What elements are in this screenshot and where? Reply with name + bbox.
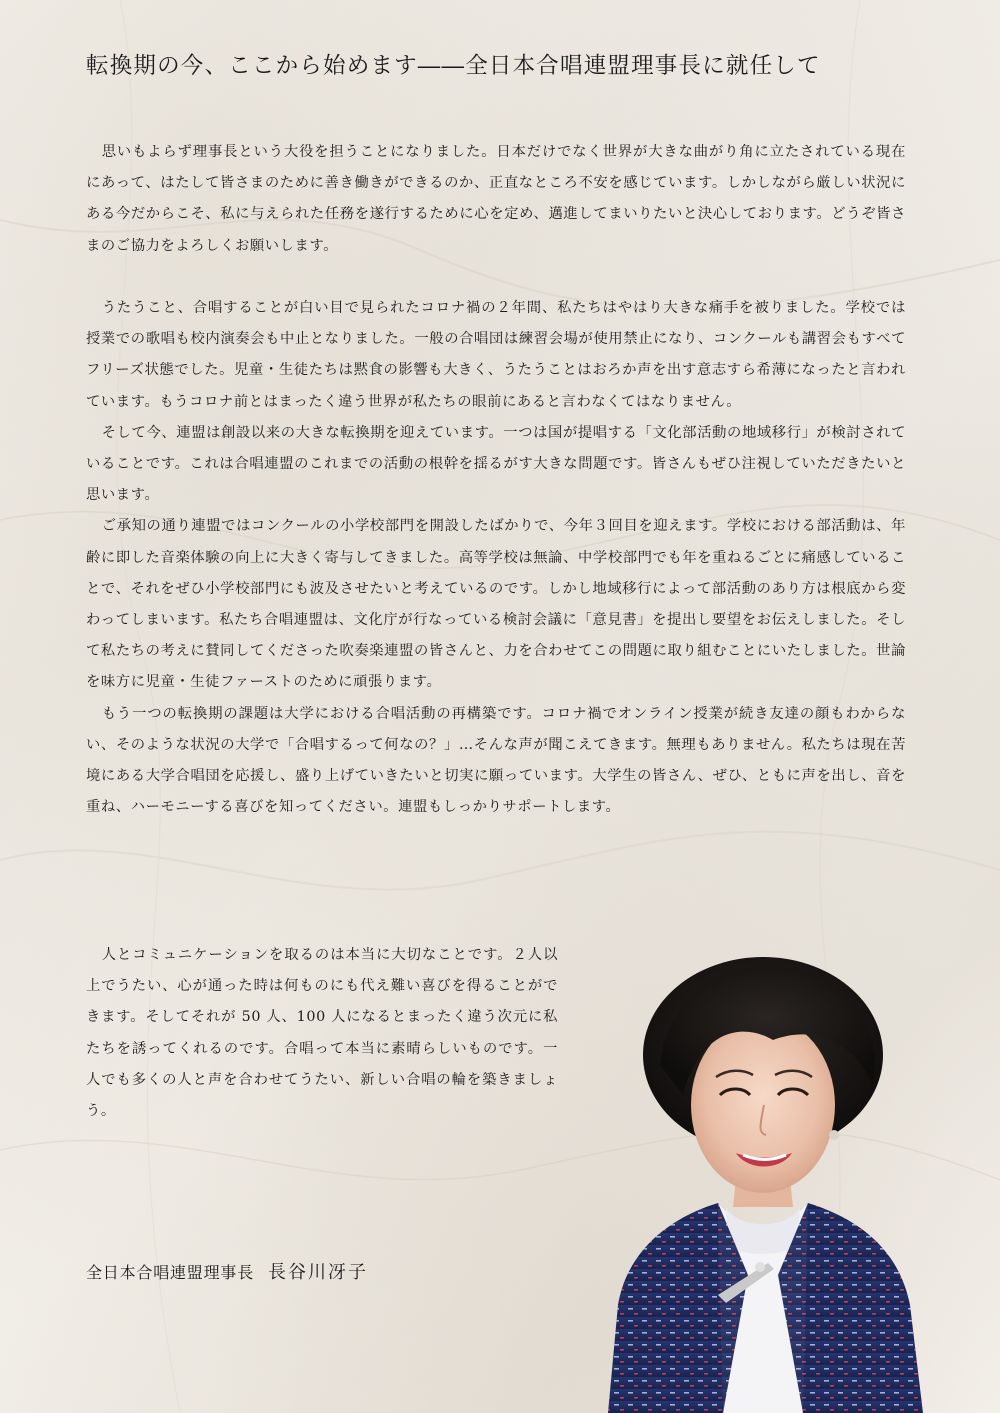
paragraph-6: 人とコミュニケーションを取るのは本当に大切なことです。２人以上でうたい、心が通った時は何ものにも代え難い喜びを得ることができます。そしてそれが 50 人、100 人になるとまったく違う次元に私たちを誘ってくれるのです。合唱って本当に素晴らしいものです。一人でも多くの人と声を合わせてうたい、新しい合唱の輪を築きましょう。 [86,947,558,1120]
closing-text [86,940,558,1127]
portrait-photo [598,945,928,1413]
paragraph-4: ご承知の通り連盟ではコンクールの小学校部門を開設したばかりで、今年３回目を迎えます。学校における部活動は、年齢に即した音楽体験の向上に大きく寄与してきました。高等学校は無論、中学校部門でも年を重ねるごとに痛感していることで、それをぜひ小学校部門にも波及させたいと考えているのです。しかし地域移行によって部活動のあり方は根底から変わってしまいます。私たち合唱連盟は、文化庁が行なっている検討会議に「意見書」を提出し要望をお伝えしました。そして私たちの考えに賛同してくださった吹奏楽連盟の皆さんと、力を合わせてこの問題に取り組むことにいたしました。世論を味方に児童・生徒ファーストのために頑張ります。 [86,518,906,691]
signature-title: 全日本合唱連盟理事長 [86,1263,255,1282]
paragraph-3: そして今、連盟は創設以来の大きな転換期を迎えています。一つは国が提唱する「文化部活動の地域移行」が検討されていることです。これは合唱連盟のこれまでの活動の根幹を揺るがす大きな問題です。皆さんもぜひ注視していただきたいと思います。 [86,424,906,504]
page-title: 転換期の今、ここから始めます――全日本合唱連盟理事長に就任して [86,53,821,79]
article-body [86,137,906,823]
paragraph-2: うたうこと、合唱することが白い目で見られたコロナ禍の２年間、私たちはやはり大きな痛手を被りました。学校では授業での歌唱も校内演奏会も中止となりました。一般の合唱団は練習会場が使用禁止になり、コンクールも講習会もすべてフリーズ状態でした。児童・生徒たちは黙食の影響も大きく、うたうことはおろか声を出す意志すら希薄になったと言われています。もうコロナ前とはまったく違う世界が私たちの眼前にあると言わなくてはなりません。 [86,300,906,410]
signature [86,1258,368,1284]
paragraph-5: もう一つの転換期の課題は大学における合唱活動の再構築です。コロナ禍でオンライン授業が続き友達の顔もわからない、そのような状況の大学で「合唱するって何なの？」…そんな声が聞こえてきます。無理もありません。私たちは現在苦境にある大学合唱団を応援し、盛り上げていきたいと切実に願っています。大学生の皆さん、ぜひ、ともに声を出し、音を重ね、ハーモニーする喜びを知ってください。連盟もしっかりサポートします。 [86,705,906,816]
paragraph-1: 思いもよらず理事長という大役を担うことになりました。日本だけでなく世界が大きな曲がり角に立たされている現在にあって、はたして皆さまのために善き働きができるのか、正直なところ不安を感じています。しかしながら厳しい状況にある今だからこそ、私に与えられた任務を遂行するために心を定め、邁進してまいりたいと決心しております。どうぞ皆さまのご協力をよろしくお願いします。 [86,144,906,254]
paragraph-spacer [86,262,906,293]
signature-name: 長谷川冴子 [268,1262,369,1283]
